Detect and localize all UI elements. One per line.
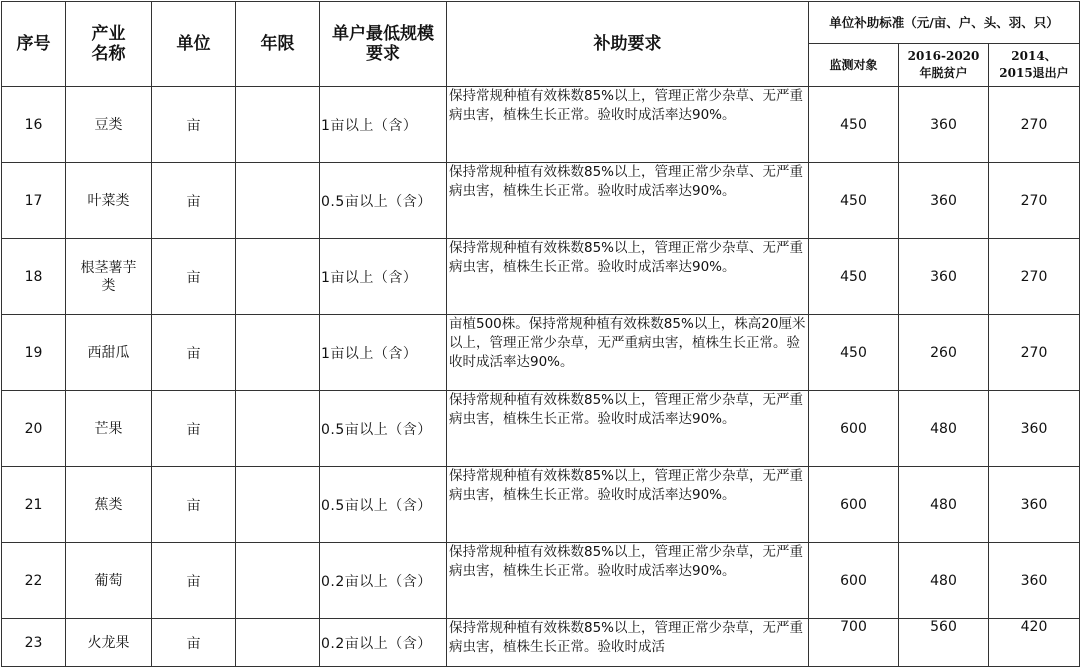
cell-poor: 480 xyxy=(899,467,989,543)
cell-seq: 16 xyxy=(2,87,66,163)
cell-name: 豆类 xyxy=(66,87,152,163)
cell-poor: 560 xyxy=(899,619,989,667)
cell-years xyxy=(236,163,320,239)
cell-scale: 1亩以上（含） xyxy=(320,87,447,163)
cell-years xyxy=(236,87,320,163)
cell-seq: 19 xyxy=(2,315,66,391)
table-row xyxy=(2,315,1080,391)
cell-scale: 1亩以上（含） xyxy=(320,239,447,315)
header-requirement: 补助要求 xyxy=(447,2,809,87)
table-row xyxy=(2,391,1080,467)
cell-requirement: 保持常规种植有效株数85%以上，管理正常少杂草，无严重病虫害，植株生长正常。验收时成活 xyxy=(447,619,809,667)
cell-monitor: 600 xyxy=(809,467,899,543)
cell-years xyxy=(236,391,320,467)
cell-exit: 360 xyxy=(989,467,1080,543)
cell-name: 叶菜类 xyxy=(66,163,152,239)
cell-unit: 亩 xyxy=(152,315,236,391)
cell-years xyxy=(236,315,320,391)
header-industry xyxy=(66,2,152,87)
cell-unit: 亩 xyxy=(152,391,236,467)
cell-unit: 亩 xyxy=(152,543,236,619)
cell-monitor: 450 xyxy=(809,239,899,315)
cell-years xyxy=(236,619,320,667)
cell-poor: 360 xyxy=(899,87,989,163)
header-monitor: 监测对象 xyxy=(809,44,899,87)
cell-poor: 480 xyxy=(899,543,989,619)
cell-unit: 亩 xyxy=(152,239,236,315)
header-poor-2016-text: 2016-2020年脱贫户 xyxy=(907,49,980,80)
cell-name: 葡萄 xyxy=(66,543,152,619)
table-header xyxy=(2,2,1080,87)
table-row xyxy=(2,87,1080,163)
cell-years xyxy=(236,467,320,543)
cell-monitor: 600 xyxy=(809,391,899,467)
header-industry-text: 产业名称 xyxy=(91,24,126,64)
table-row xyxy=(2,239,1080,315)
cell-years xyxy=(236,239,320,315)
cell-name xyxy=(66,239,152,315)
cell-exit: 360 xyxy=(989,543,1080,619)
header-exit-2014 xyxy=(989,44,1080,87)
cell-scale: 0.5亩以上（含） xyxy=(320,163,447,239)
cell-seq: 20 xyxy=(2,391,66,467)
cell-years xyxy=(236,543,320,619)
cell-requirement: 保持常规种植有效株数85%以上，管理正常少杂草，无严重病虫害，植株生长正常。验收时成活率达90%。 xyxy=(447,391,809,467)
cell-name: 火龙果 xyxy=(66,619,152,667)
cell-requirement: 保持常规种植有效株数85%以上，管理正常少杂草，无严重病虫害，植株生长正常。验收时成活率达90%。 xyxy=(447,543,809,619)
cell-unit: 亩 xyxy=(152,87,236,163)
header-poor-2016 xyxy=(899,44,989,87)
cell-requirement: 亩植500株。保持常规种植有效株数85%以上，株高20厘米以上，管理正常少杂草，无严重病虫害，植株生长正常。验收时成活率达90%。 xyxy=(447,315,809,391)
cell-exit: 420 xyxy=(989,619,1080,667)
cell-exit: 270 xyxy=(989,87,1080,163)
cell-scale: 0.2亩以上（含） xyxy=(320,543,447,619)
cell-monitor: 450 xyxy=(809,315,899,391)
header-scale xyxy=(320,2,447,87)
table-row xyxy=(2,619,1080,667)
cell-scale: 0.5亩以上（含） xyxy=(320,467,447,543)
cell-poor: 360 xyxy=(899,163,989,239)
cell-seq: 23 xyxy=(2,619,66,667)
cell-seq: 17 xyxy=(2,163,66,239)
header-exit-2014-text: 2014、2015退出户 xyxy=(999,49,1069,80)
header-seq: 序号 xyxy=(2,2,66,87)
cell-monitor: 450 xyxy=(809,87,899,163)
cell-requirement: 保持常规种植有效株数85%以上，管理正常少杂草，无严重病虫害，植株生长正常。验收时成活率达90%。 xyxy=(447,467,809,543)
header-standard: 单位补助标准（元/亩、户、头、羽、只） xyxy=(809,2,1080,44)
header-years: 年限 xyxy=(236,2,320,87)
cell-monitor: 450 xyxy=(809,163,899,239)
cell-name-text: 根茎薯芋类 xyxy=(80,259,137,294)
table-body xyxy=(2,87,1080,667)
cell-seq: 21 xyxy=(2,467,66,543)
cell-seq: 22 xyxy=(2,543,66,619)
cell-requirement: 保持常规种植有效株数85%以上，管理正常少杂草、无严重病虫害，植株生长正常。验收时成活率达90%。 xyxy=(447,87,809,163)
cell-unit: 亩 xyxy=(152,467,236,543)
table-row xyxy=(2,467,1080,543)
header-scale-text: 单户最低规模要求 xyxy=(331,24,434,64)
cell-seq: 18 xyxy=(2,239,66,315)
cell-scale: 1亩以上（含） xyxy=(320,315,447,391)
cell-monitor: 600 xyxy=(809,543,899,619)
cell-name: 芒果 xyxy=(66,391,152,467)
cell-monitor: 700 xyxy=(809,619,899,667)
table-row xyxy=(2,543,1080,619)
cell-name: 西甜瓜 xyxy=(66,315,152,391)
cell-unit: 亩 xyxy=(152,163,236,239)
cell-requirement: 保持常规种植有效株数85%以上，管理正常少杂草、无严重病虫害，植株生长正常。验收时成活率达90%。 xyxy=(447,163,809,239)
cell-poor: 360 xyxy=(899,239,989,315)
cell-poor: 480 xyxy=(899,391,989,467)
cell-exit: 270 xyxy=(989,163,1080,239)
cell-exit: 270 xyxy=(989,239,1080,315)
cell-exit: 360 xyxy=(989,391,1080,467)
cell-scale: 0.2亩以上（含） xyxy=(320,619,447,667)
table-row xyxy=(2,163,1080,239)
header-unit: 单位 xyxy=(152,2,236,87)
cell-requirement: 保持常规种植有效株数85%以上，管理正常少杂草、无严重病虫害，植株生长正常。验收时成活率达90%。 xyxy=(447,239,809,315)
cell-name: 蕉类 xyxy=(66,467,152,543)
cell-poor: 260 xyxy=(899,315,989,391)
subsidy-table xyxy=(1,1,1080,667)
cell-exit: 270 xyxy=(989,315,1080,391)
cell-scale: 0.5亩以上（含） xyxy=(320,391,447,467)
cell-unit: 亩 xyxy=(152,619,236,667)
